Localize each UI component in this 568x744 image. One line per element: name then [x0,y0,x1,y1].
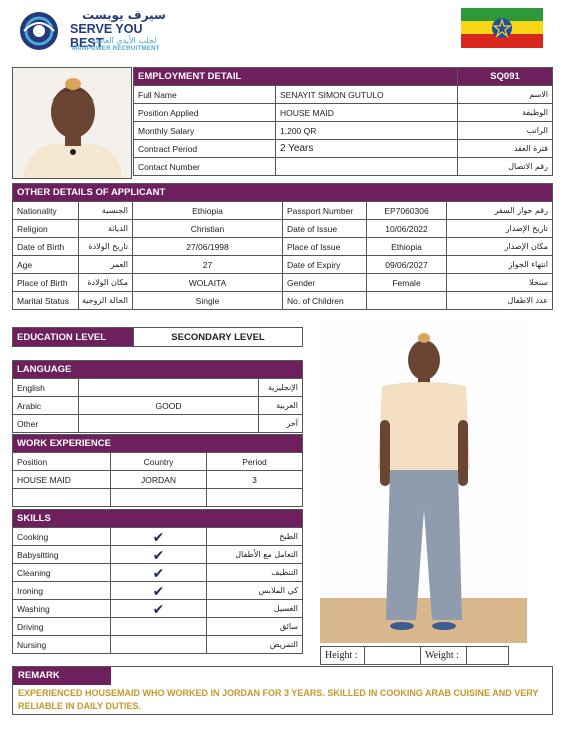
skill-label: Ironing [13,582,111,600]
age-label: Age [13,256,79,274]
dob-label-ar: تاريخ الولادة [79,238,133,256]
religion-label-ar: الديانة [79,220,133,238]
checkmark-icon: ✔ [111,582,207,600]
headshot-portrait-icon [13,68,132,179]
lang-arabic-ar: العربية [259,397,303,415]
skill-label-ar: التنظيف [207,564,303,582]
checkmark-icon: ✔ [111,546,207,564]
lang-arabic-label: Arabic [13,397,79,415]
remark-header: REMARK [13,667,111,685]
other-row-age [13,256,553,274]
logo-emblem-icon [14,10,64,52]
religion-right-label-ar: تاريخ الإصدار [447,220,553,238]
contract-label: Contract Period [134,140,276,158]
salary-value: 1,200 QR [276,122,458,140]
dob-label: Date of Birth [13,238,79,256]
dob-right-label-ar: مكان الإصدار [447,238,553,256]
religion-value: Christian [133,220,283,238]
work-row-2-position [13,489,111,507]
skills-header: SKILLS [13,510,303,528]
skill-label-ar: سائق [207,618,303,636]
place-of-birth-value: WOLAITA [133,274,283,292]
lang-english-value [79,379,259,397]
skill-label: Babysitting [13,546,111,564]
skill-label-ar: الطبخ [207,528,303,546]
height-value [365,647,421,665]
contract-ar: فترة العقد [458,140,553,158]
place-of-birth-right-label-ar: سنجلا [447,274,553,292]
education-value: SECONDARY LEVEL [134,328,303,347]
skill-row [13,528,303,546]
skill-row [13,546,303,564]
skill-label: Cleaning [13,564,111,582]
age-right-label-ar: انتهاء الجواز [447,256,553,274]
skill-label: Nursing [13,636,111,654]
education-label: EDUCATION LEVEL [13,328,134,347]
full-name-value: SENAYIT SIMON GUTULO [276,86,458,104]
work-row-period: 3 [207,471,303,489]
lang-arabic-value: GOOD [79,397,259,415]
checkmark-icon: ✔ [111,528,207,546]
age-value: 27 [133,256,283,274]
remark-box [12,666,553,715]
lang-other-ar: آخر [259,415,303,433]
agency-tag-en: MANPOWER RECRUITMENT [72,46,160,52]
agency-name-en: SERVE YOU BEST [70,22,143,50]
skill-check-empty [111,618,207,636]
dob-right-value: Ethiopia [367,238,447,256]
position-label: Position Applied [134,104,276,122]
weight-value [467,647,509,665]
employment-detail-table [133,67,553,176]
marital-label: Marital Status [13,292,79,310]
other-row-place-of-birth [13,274,553,292]
dob-right-label: Place of Issue [283,238,367,256]
place-of-birth-right-label: Gender [283,274,367,292]
work-experience-table [12,434,303,507]
language-table [12,360,303,433]
education-table [12,327,303,347]
full-body-portrait-icon [320,320,527,643]
contact-label: Contact Number [134,158,276,176]
salary-ar: الراتب [458,122,553,140]
contact-value [276,158,458,176]
contact-ar: رقم الاتصال [458,158,553,176]
weight-label: Weight : [421,647,467,665]
ethiopia-flag-icon [461,8,543,48]
work-header: WORK EXPERIENCE [13,435,303,453]
marital-label-ar: الحالة الزوجية [79,292,133,310]
other-row-dob [13,238,553,256]
remark-text: EXPERIENCED HOUSEMAID WHO WORKED IN JORDAN FOR 3 YEARS. SKILLED IN COOKING ARAB CUISINE AND VERY RELIABLE IN DAILY DUTIES. [18,688,539,711]
age-right-value: 09/06/2027 [367,256,447,274]
skill-row [13,600,303,618]
lang-other-label: Other [13,415,79,433]
marital-value: Single [133,292,283,310]
work-col-country: Country [111,453,207,471]
religion-right-value: 10/06/2022 [367,220,447,238]
height-label: Height : [321,647,365,665]
employment-detail-header: EMPLOYMENT DETAIL [134,68,458,86]
religion-label: Religion [13,220,79,238]
full-name-label: Full Name [134,86,276,104]
work-row-position: HOUSE MAID [13,471,111,489]
lang-english-ar: الإنجليزية [259,379,303,397]
skill-row [13,618,303,636]
other-row-nationality [13,202,553,220]
contract-value: 2 Years [276,140,458,158]
position-ar: الوظيفة [458,104,553,122]
age-right-label: Date of Expiry [283,256,367,274]
place-of-birth-label: Place of Birth [13,274,79,292]
skill-label-ar: التعامل مع الأطفال [207,546,303,564]
lang-english-label: English [13,379,79,397]
applicant-headshot [12,67,132,179]
applicant-full-photo [320,320,527,643]
skills-table [12,509,303,654]
measurements-table [320,646,509,665]
work-row-2-country [111,489,207,507]
salary-label: Monthly Salary [134,122,276,140]
skill-row [13,564,303,582]
skill-label: Washing [13,600,111,618]
work-row-2-period [207,489,303,507]
nationality-label-ar: الجنسية [79,202,133,220]
language-header: LANGUAGE [13,361,303,379]
nationality-right-value: EP7060306 [367,202,447,220]
lang-other-value [79,415,259,433]
skill-label-ar: كي الملابس [207,582,303,600]
marital-right-label-ar: عدد الاطفال [447,292,553,310]
age-label-ar: العمر [79,256,133,274]
religion-right-label: Date of Issue [283,220,367,238]
nationality-right-label: Passport Number [283,202,367,220]
skill-label: Driving [13,618,111,636]
agency-name-ar: سيرف يوبست [82,8,166,22]
skill-row [13,582,303,600]
other-details-header: OTHER DETAILS OF APPLICANT [13,184,553,202]
work-row-country: JORDAN [111,471,207,489]
dob-value: 27/06/1998 [133,238,283,256]
checkmark-icon: ✔ [111,600,207,618]
other-details-table [12,183,553,310]
checkmark-icon: ✔ [111,564,207,582]
other-row-religion [13,220,553,238]
marital-right-label: No. of Children [283,292,367,310]
marital-right-value [367,292,447,310]
position-value: HOUSE MAID [276,104,458,122]
applicant-code: SQ091 [458,68,553,86]
skill-label-ar: التمريض [207,636,303,654]
nationality-right-label-ar: رقم جواز السفر [447,202,553,220]
skill-check-empty [111,636,207,654]
place-of-birth-right-value: Female [367,274,447,292]
skill-label-ar: الغسيل [207,600,303,618]
skill-label: Cooking [13,528,111,546]
skill-row [13,636,303,654]
work-col-period: Period [207,453,303,471]
agency-logo [14,8,174,54]
nationality-label: Nationality [13,202,79,220]
work-col-position: Position [13,453,111,471]
other-row-marital [13,292,553,310]
agency-tag-ar: لجلب الأيدي العاملة [91,36,157,45]
nationality-value: Ethiopia [133,202,283,220]
place-of-birth-label-ar: مكان الولادة [79,274,133,292]
full-name-ar: الاسم [458,86,553,104]
